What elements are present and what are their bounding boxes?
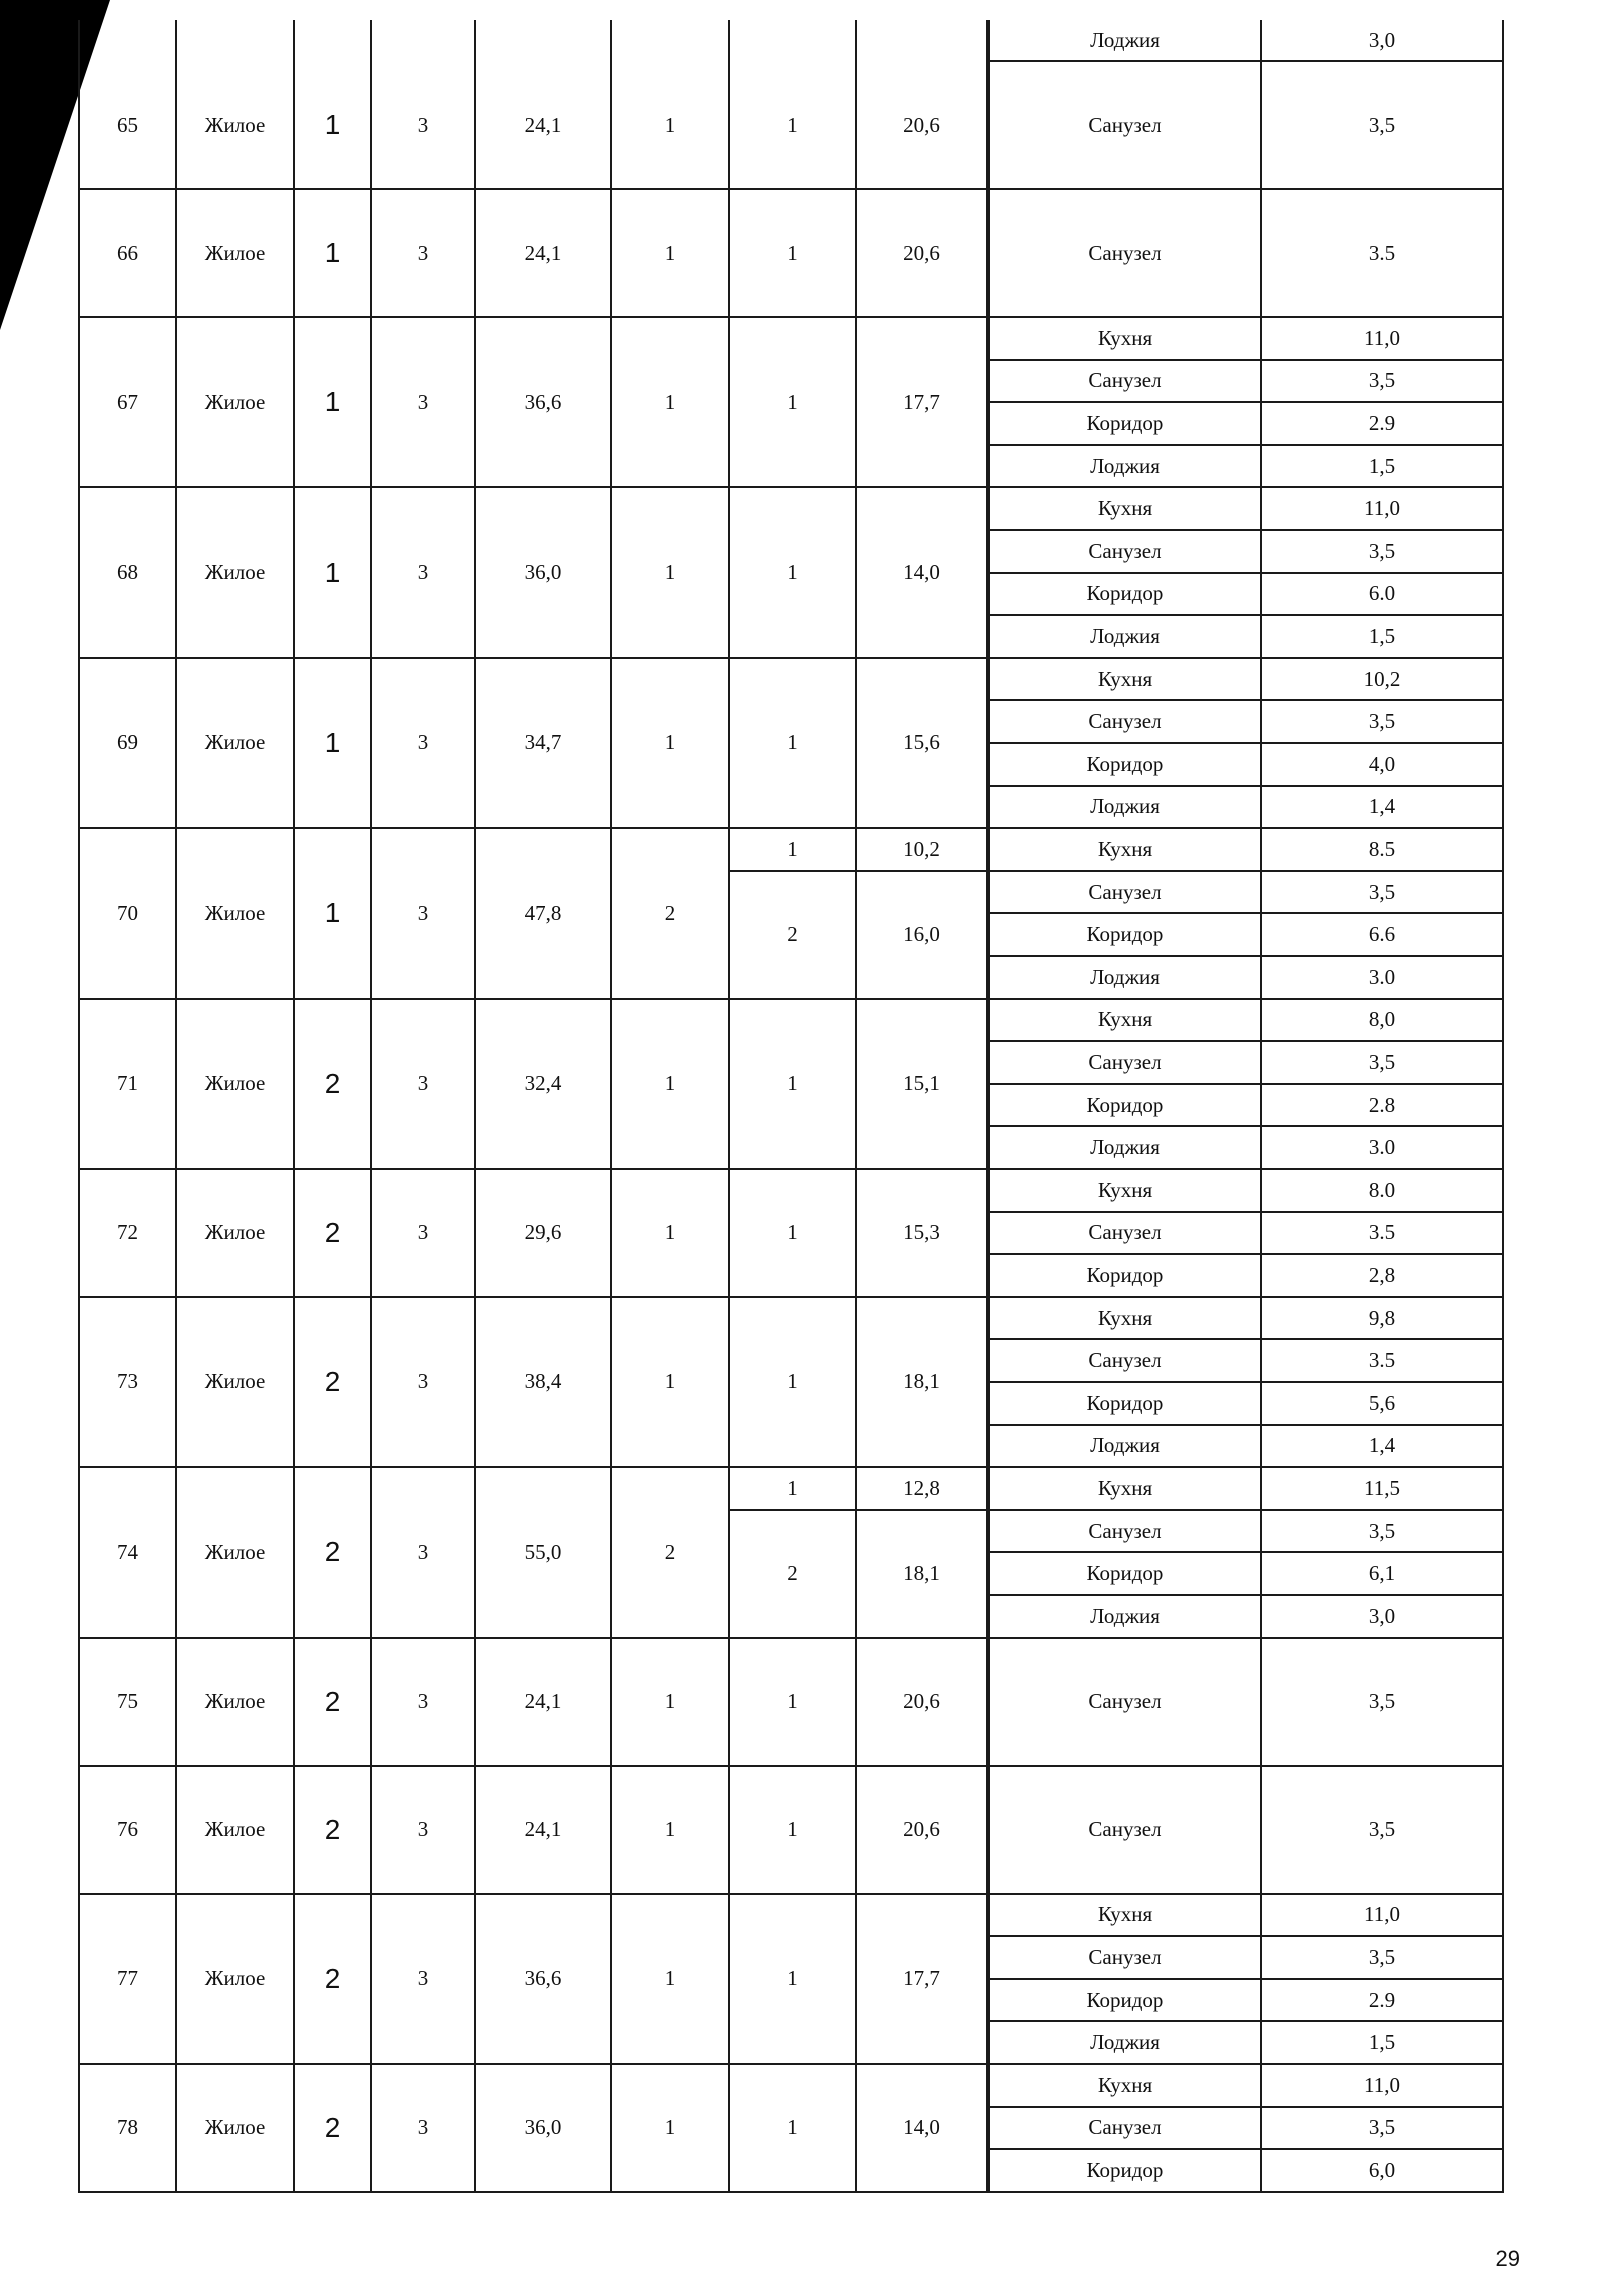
apt-number-cell: 73: [78, 1298, 177, 1468]
aux-room-name-cell: Кухня: [988, 1298, 1262, 1341]
aux-room-name-cell: Лоджия: [988, 616, 1262, 659]
living-room-number-cell: 1: [730, 1468, 857, 1511]
aux-room-area-cell: 3,5: [1262, 872, 1504, 915]
carryover-blank-cell: [612, 20, 730, 62]
apt-total-area-cell: 32,4: [476, 1000, 612, 1170]
apt-type-cell: Жилое: [177, 62, 295, 190]
carryover-blank-cell: [372, 20, 476, 62]
aux-room-name-cell: Лоджия: [988, 1596, 1262, 1639]
apt-floor-cell: 3: [372, 829, 476, 999]
aux-room-area-cell: 3,5: [1262, 1042, 1504, 1085]
aux-room-area-cell: 3.0: [1262, 1127, 1504, 1170]
apt-number-cell: 75: [78, 1639, 177, 1767]
aux-room-name-cell: Кухня: [988, 488, 1262, 531]
aux-room-name-cell: Санузел: [988, 190, 1262, 318]
living-room-area-cell: 14,0: [857, 2065, 988, 2193]
apt-type-cell: Жилое: [177, 1170, 295, 1298]
aux-room-name-cell: Кухня: [988, 318, 1262, 361]
living-room-number-cell: 1: [730, 1170, 857, 1298]
living-room-area-cell: 18,1: [857, 1298, 988, 1468]
apt-number-cell: 69: [78, 659, 177, 829]
apt-number-cell: 78: [78, 2065, 177, 2193]
apt-type-cell: Жилое: [177, 2065, 295, 2193]
apt-total-area-cell: 36,6: [476, 318, 612, 488]
apt-number-cell: 74: [78, 1468, 177, 1638]
aux-room-area-cell: 3.5: [1262, 1340, 1504, 1383]
apt-type-cell: Жилое: [177, 1000, 295, 1170]
aux-room-name-cell: Санузел: [988, 361, 1262, 404]
apt-section-cell: 1: [295, 318, 372, 488]
apt-floor-cell: 3: [372, 1639, 476, 1767]
apt-floor-cell: 3: [372, 659, 476, 829]
apt-rooms-count-cell: 1: [612, 488, 730, 658]
apt-number-cell: 66: [78, 190, 177, 318]
aux-room-name-cell: Кухня: [988, 1000, 1262, 1043]
apt-total-area-cell: 24,1: [476, 62, 612, 190]
living-room-number-cell: 1: [730, 1767, 857, 1895]
aux-room-area-cell: 8,0: [1262, 1000, 1504, 1043]
living-room-area-cell: 14,0: [857, 488, 988, 658]
apt-section-cell: 1: [295, 659, 372, 829]
aux-room-name-cell: Лоджия: [988, 957, 1262, 1000]
aux-room-area-cell: 3,5: [1262, 1937, 1504, 1980]
apt-floor-cell: 3: [372, 2065, 476, 2193]
apt-floor-cell: 3: [372, 1170, 476, 1298]
aux-room-name-cell: Коридор: [988, 1085, 1262, 1128]
apt-rooms-count-cell: 1: [612, 190, 730, 318]
apt-total-area-cell: 36,0: [476, 488, 612, 658]
living-room-number-cell: 1: [730, 659, 857, 829]
aux-room-area-cell: 11,0: [1262, 1895, 1504, 1938]
aux-room-area-cell: 3,5: [1262, 1767, 1504, 1895]
aux-room-area-cell: 1,5: [1262, 2022, 1504, 2065]
aux-room-name-cell: Лоджия: [988, 446, 1262, 489]
aux-room-area-cell: 3,0: [1262, 1596, 1504, 1639]
carryover-blank-cell: [177, 20, 295, 62]
living-room-number-cell: 2: [730, 1511, 857, 1639]
aux-room-area-cell: 9,8: [1262, 1298, 1504, 1341]
aux-room-area-cell: 3,5: [1262, 361, 1504, 404]
living-room-area-cell: 15,3: [857, 1170, 988, 1298]
apt-type-cell: Жилое: [177, 1767, 295, 1895]
aux-room-area-cell: 3,5: [1262, 2108, 1504, 2151]
apt-section-cell: 1: [295, 62, 372, 190]
apt-rooms-count-cell: 1: [612, 62, 730, 190]
apt-floor-cell: 3: [372, 190, 476, 318]
apt-type-cell: Жилое: [177, 1298, 295, 1468]
aux-room-name-cell: Коридор: [988, 574, 1262, 617]
apt-rooms-count-cell: 1: [612, 2065, 730, 2193]
aux-room-name-cell: Коридор: [988, 914, 1262, 957]
aux-room-area-cell: 2,8: [1262, 1255, 1504, 1298]
living-room-area-cell: 17,7: [857, 1895, 988, 2065]
carryover-blank-cell: [730, 20, 857, 62]
aux-room-name-cell: Санузел: [988, 1340, 1262, 1383]
aux-room-name-cell: Коридор: [988, 403, 1262, 446]
aux-room-area-cell: 1,5: [1262, 446, 1504, 489]
aux-room-area-cell: 3,5: [1262, 701, 1504, 744]
apt-floor-cell: 3: [372, 62, 476, 190]
living-room-number-cell: 1: [730, 829, 857, 872]
aux-room-area-cell: 1,5: [1262, 616, 1504, 659]
living-room-area-cell: 17,7: [857, 318, 988, 488]
aux-room-name-cell: Санузел: [988, 1213, 1262, 1256]
apt-rooms-count-cell: 1: [612, 1298, 730, 1468]
aux-room-name-cell: Лоджия: [988, 1426, 1262, 1469]
aux-room-area-cell: 6.0: [1262, 574, 1504, 617]
apt-section-cell: 1: [295, 190, 372, 318]
apt-section-cell: 2: [295, 1000, 372, 1170]
apt-floor-cell: 3: [372, 1298, 476, 1468]
living-room-number-cell: 2: [730, 872, 857, 1000]
aux-room-name-cell: Коридор: [988, 744, 1262, 787]
aux-room-area-cell: 4,0: [1262, 744, 1504, 787]
apt-type-cell: Жилое: [177, 1639, 295, 1767]
apt-total-area-cell: 38,4: [476, 1298, 612, 1468]
apt-rooms-count-cell: 2: [612, 1468, 730, 1638]
aux-room-name-cell: Кухня: [988, 829, 1262, 872]
aux-room-name-cell: Кухня: [988, 659, 1262, 702]
living-room-area-cell: 16,0: [857, 872, 988, 1000]
aux-room-area-cell: 3,0: [1262, 20, 1504, 62]
apt-floor-cell: 3: [372, 1895, 476, 2065]
aux-room-name-cell: Кухня: [988, 1170, 1262, 1213]
aux-room-area-cell: 11,0: [1262, 318, 1504, 361]
apt-section-cell: 1: [295, 829, 372, 999]
apt-section-cell: 2: [295, 2065, 372, 2193]
apt-section-cell: 2: [295, 1468, 372, 1638]
aux-room-name-cell: Санузел: [988, 2108, 1262, 2151]
aux-room-area-cell: 6,1: [1262, 1553, 1504, 1596]
apt-type-cell: Жилое: [177, 659, 295, 829]
aux-room-name-cell: Лоджия: [988, 20, 1262, 62]
apt-floor-cell: 3: [372, 488, 476, 658]
apt-number-cell: 68: [78, 488, 177, 658]
aux-room-name-cell: Коридор: [988, 1383, 1262, 1426]
apt-type-cell: Жилое: [177, 1895, 295, 2065]
apt-rooms-count-cell: 1: [612, 1000, 730, 1170]
apt-floor-cell: 3: [372, 1000, 476, 1170]
aux-room-name-cell: Лоджия: [988, 2022, 1262, 2065]
apt-rooms-count-cell: 1: [612, 1170, 730, 1298]
apt-total-area-cell: 47,8: [476, 829, 612, 999]
living-room-number-cell: 1: [730, 2065, 857, 2193]
aux-room-area-cell: 3,5: [1262, 1511, 1504, 1554]
aux-room-area-cell: 8.0: [1262, 1170, 1504, 1213]
apt-type-cell: Жилое: [177, 1468, 295, 1638]
apt-number-cell: 77: [78, 1895, 177, 2065]
apt-number-cell: 72: [78, 1170, 177, 1298]
living-room-area-cell: 20,6: [857, 190, 988, 318]
living-room-area-cell: 20,6: [857, 1639, 988, 1767]
living-room-area-cell: 15,1: [857, 1000, 988, 1170]
apt-section-cell: 2: [295, 1298, 372, 1468]
apt-number-cell: 71: [78, 1000, 177, 1170]
aux-room-area-cell: 3,5: [1262, 531, 1504, 574]
aux-room-area-cell: 3.5: [1262, 1213, 1504, 1256]
aux-room-name-cell: Санузел: [988, 1639, 1262, 1767]
living-room-area-cell: 12,8: [857, 1468, 988, 1511]
apt-number-cell: 65: [78, 62, 177, 190]
living-room-area-cell: 15,6: [857, 659, 988, 829]
apt-total-area-cell: 24,1: [476, 1767, 612, 1895]
apt-number-cell: 70: [78, 829, 177, 999]
apt-section-cell: 2: [295, 1767, 372, 1895]
carryover-blank-cell: [857, 20, 988, 62]
living-room-area-cell: 20,6: [857, 62, 988, 190]
apt-total-area-cell: 55,0: [476, 1468, 612, 1638]
apt-total-area-cell: 36,0: [476, 2065, 612, 2193]
living-room-number-cell: 1: [730, 1298, 857, 1468]
aux-room-name-cell: Коридор: [988, 2150, 1262, 2193]
apt-total-area-cell: 24,1: [476, 190, 612, 318]
aux-room-area-cell: 10,2: [1262, 659, 1504, 702]
aux-room-name-cell: Санузел: [988, 62, 1262, 190]
apt-section-cell: 2: [295, 1170, 372, 1298]
aux-room-name-cell: Лоджия: [988, 787, 1262, 830]
aux-room-area-cell: 11,0: [1262, 488, 1504, 531]
apt-total-area-cell: 34,7: [476, 659, 612, 829]
living-room-number-cell: 1: [730, 488, 857, 658]
aux-room-name-cell: Коридор: [988, 1980, 1262, 2023]
apt-rooms-count-cell: 1: [612, 1767, 730, 1895]
aux-room-area-cell: 1,4: [1262, 787, 1504, 830]
carryover-blank-cell: [78, 20, 177, 62]
aux-room-name-cell: Санузел: [988, 1042, 1262, 1085]
aux-room-area-cell: 2.9: [1262, 403, 1504, 446]
living-room-area-cell: 18,1: [857, 1511, 988, 1639]
aux-room-name-cell: Кухня: [988, 1895, 1262, 1938]
apt-total-area-cell: 29,6: [476, 1170, 612, 1298]
aux-room-name-cell: Санузел: [988, 872, 1262, 915]
apt-floor-cell: 3: [372, 318, 476, 488]
apt-type-cell: Жилое: [177, 318, 295, 488]
apt-total-area-cell: 24,1: [476, 1639, 612, 1767]
living-room-area-cell: 10,2: [857, 829, 988, 872]
apt-section-cell: 2: [295, 1639, 372, 1767]
carryover-blank-cell: [476, 20, 612, 62]
aux-room-name-cell: Санузел: [988, 1511, 1262, 1554]
apt-floor-cell: 3: [372, 1468, 476, 1638]
aux-room-area-cell: 11,5: [1262, 1468, 1504, 1511]
aux-room-name-cell: Коридор: [988, 1255, 1262, 1298]
aux-room-area-cell: 1,4: [1262, 1426, 1504, 1469]
aux-room-area-cell: 2.9: [1262, 1980, 1504, 2023]
apt-section-cell: 2: [295, 1895, 372, 2065]
aux-room-name-cell: Лоджия: [988, 1127, 1262, 1170]
aux-room-name-cell: Коридор: [988, 1553, 1262, 1596]
aux-room-area-cell: 2.8: [1262, 1085, 1504, 1128]
aux-room-name-cell: Санузел: [988, 701, 1262, 744]
living-room-number-cell: 1: [730, 1895, 857, 2065]
apt-total-area-cell: 36,6: [476, 1895, 612, 2065]
apt-rooms-count-cell: 2: [612, 829, 730, 999]
living-room-number-cell: 1: [730, 62, 857, 190]
carryover-blank-cell: [295, 20, 372, 62]
living-room-number-cell: 1: [730, 1000, 857, 1170]
apt-rooms-count-cell: 1: [612, 1895, 730, 2065]
aux-room-name-cell: Санузел: [988, 531, 1262, 574]
aux-room-area-cell: 3.0: [1262, 957, 1504, 1000]
apt-rooms-count-cell: 1: [612, 1639, 730, 1767]
aux-room-area-cell: 3,5: [1262, 1639, 1504, 1767]
apt-rooms-count-cell: 1: [612, 659, 730, 829]
living-room-number-cell: 1: [730, 190, 857, 318]
apt-rooms-count-cell: 1: [612, 318, 730, 488]
aux-room-area-cell: 6,0: [1262, 2150, 1504, 2193]
aux-room-name-cell: Санузел: [988, 1767, 1262, 1895]
aux-room-name-cell: Кухня: [988, 1468, 1262, 1511]
living-room-number-cell: 1: [730, 318, 857, 488]
aux-room-area-cell: 8.5: [1262, 829, 1504, 872]
aux-room-area-cell: 5,6: [1262, 1383, 1504, 1426]
apt-type-cell: Жилое: [177, 488, 295, 658]
aux-room-area-cell: 6.6: [1262, 914, 1504, 957]
apt-type-cell: Жилое: [177, 829, 295, 999]
apt-number-cell: 76: [78, 1767, 177, 1895]
apt-section-cell: 1: [295, 488, 372, 658]
apt-number-cell: 67: [78, 318, 177, 488]
page-number: 29: [1495, 2246, 1520, 2271]
apt-type-cell: Жилое: [177, 190, 295, 318]
aux-room-name-cell: Кухня: [988, 2065, 1262, 2108]
living-room-area-cell: 20,6: [857, 1767, 988, 1895]
living-room-number-cell: 1: [730, 1639, 857, 1767]
aux-room-area-cell: 3,5: [1262, 62, 1504, 190]
aux-room-area-cell: 3.5: [1262, 190, 1504, 318]
aux-room-area-cell: 11,0: [1262, 2065, 1504, 2108]
apt-floor-cell: 3: [372, 1767, 476, 1895]
aux-room-name-cell: Санузел: [988, 1937, 1262, 1980]
